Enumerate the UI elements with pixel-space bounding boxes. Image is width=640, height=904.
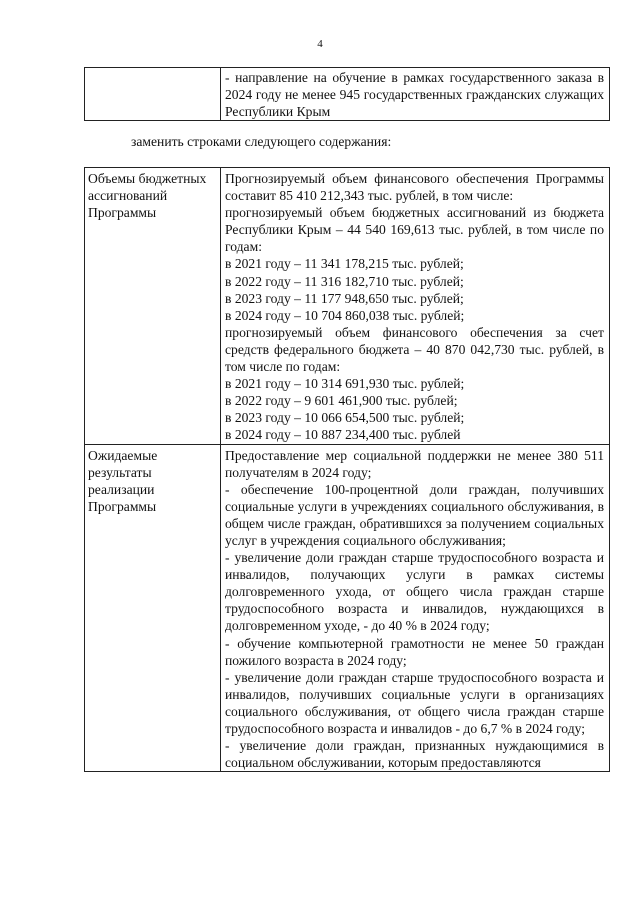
budget-paragraph: в 2024 году – 10 887 234,400 тыс. рублей [225, 427, 461, 443]
table-row-budget [85, 168, 610, 445]
budget-paragraph: в 2021 году – 10 314 691,930 тыс. рублей; [225, 376, 465, 392]
budget-label-cell: Объемы бюджетных ассигнований Программы [85, 168, 221, 445]
budget-paragraph: в 2023 году – 10 066 654,500 тыс. рублей; [225, 410, 465, 426]
budget-paragraph: в 2022 году – 9 601 461,900 тыс. рублей; [225, 393, 458, 409]
page-number: 4 [317, 38, 323, 50]
table-row-results [85, 444, 610, 772]
budget-paragraph: в 2022 году – 11 316 182,710 тыс. рублей; [225, 273, 464, 289]
previous-table [84, 67, 610, 121]
results-paragraph: Предоставление мер социальной поддержки не менее 380 511 получателям в 2024 году; [225, 447, 604, 480]
program-table [84, 167, 610, 772]
results-paragraph: - обучение компьютерной грамотности не менее 50 граждан пожилого возраста в 2024 году; [225, 635, 604, 668]
budget-paragraph: прогнозируемый объем бюджетных ассигнований из бюджета Республики Крым – 44 540 169,613 тыс. рублей, в том числе по годам: [225, 205, 604, 255]
previous-text-cell: - направление на обучение в рамках государственного заказа в 2024 году не менее 945 государственных гражданских служащих Республики Крым [221, 68, 610, 121]
empty-label-cell [85, 68, 221, 121]
results-label-cell: Ожидаемые результаты реализации Программы [85, 444, 221, 772]
results-paragraph: - увеличение доли граждан старше трудоспособного возраста и инвалидов, получающих услуги в рамках системы долговременного ухода, от общего числа граждан старше трудоспособного возраста и инвалидов, нуждающихся в долговременном уходе, - до 40 % в 2024 году; [225, 550, 604, 634]
budget-content-cell [221, 168, 610, 445]
results-paragraph: - увеличение доли граждан, признанных нуждающимися в социальном обслуживании, которым предоставляются [225, 738, 604, 771]
budget-paragraph: Прогнозируемый объем финансового обеспечения Программы составит 85 410 212,343 тыс. рублей, в том числе: [225, 171, 604, 204]
table-row [85, 68, 610, 121]
budget-paragraph: в 2023 году – 11 177 948,650 тыс. рублей; [225, 290, 464, 306]
replace-instruction: заменить строками следующего содержания: [131, 134, 392, 149]
results-content-cell [221, 444, 610, 772]
budget-paragraph: в 2021 году – 11 341 178,215 тыс. рублей; [225, 256, 464, 272]
budget-paragraph: в 2024 году – 10 704 860,038 тыс. рублей; [225, 307, 465, 323]
budget-paragraph: прогнозируемый объем финансового обеспечения за счет средств федерального бюджета – 40 870 042,730 тыс. рублей, в том числе по годам: [225, 324, 604, 375]
results-paragraph: - увеличение доли граждан старше трудоспособного возраста и инвалидов, получивших социальные услуги в организациях социального обслуживания, от общего числа граждан старше трудоспособного возраста и инвалидов - до 6,7 % в 2024 году; [225, 669, 604, 736]
results-paragraph: - обеспечение 100-процентной доли граждан, получивших социальные услуги в учреждениях социального обслуживания, в общем числе граждан, обратившихся за получением социальных услуг в учреждения социального обслуживания; [225, 481, 604, 548]
